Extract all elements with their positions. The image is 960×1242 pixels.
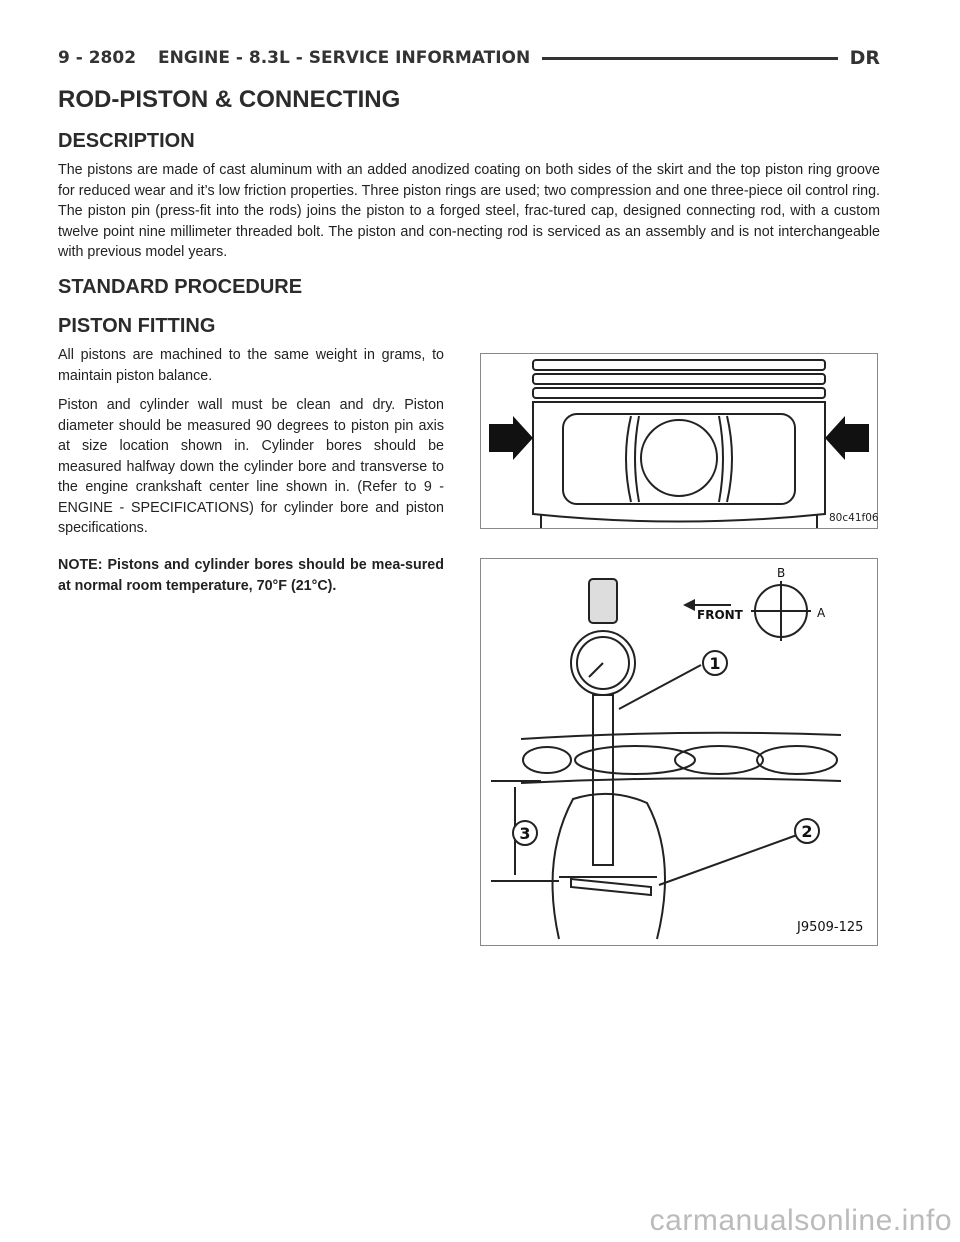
callout-1: 1 [709, 654, 721, 673]
piston-fitting-heading: PISTON FITTING [58, 315, 216, 337]
front-arrow-icon [683, 599, 695, 611]
axis-a-label: A [817, 606, 826, 620]
note-text: NOTE: Pistons and cylinder bores should be mea-sured at normal room temperature, 70°F (21°C). [58, 557, 444, 594]
fitting-paragraph-1: All pistons are machined to the same weight in grams, to maintain piston balance. [58, 347, 444, 384]
page-header [58, 44, 880, 72]
figure-code: J9509-125 [797, 920, 864, 935]
axis-b-label: B [777, 566, 786, 580]
piston-diagram [480, 353, 878, 529]
watermark: carmanualsonline.info [649, 1204, 952, 1237]
section-title: ENGINE - 8.3L - SERVICE INFORMATION [158, 48, 531, 68]
page-title: ROD-PISTON & CONNECTING [58, 86, 401, 113]
bore-gauge-diagram [480, 558, 878, 946]
description-text: The pistons are made of cast aluminum with an added anodized coating on both sides of the skirt and the top piston ring groove for reduced wear and it’s low friction properties. Three piston rings are used; two compression and one three-piece oil control ring. The piston pin (press-fit into the rods) joins the piston to a forged steel, frac-tured cap, designed connecting rod, with a custom twelve point nine millimeter threaded bolt. The piston and con-necting rod is serviced as an assembly and is not interchangeable with previous model years. [58, 162, 880, 260]
figure-code: 80c41f06 [829, 512, 879, 524]
callout-2: 2 [801, 822, 813, 841]
callout-3: 3 [519, 824, 531, 843]
page-number: 9 - 2802 [58, 48, 137, 68]
right-arrow-icon [825, 416, 869, 460]
left-arrow-icon [489, 416, 533, 460]
fitting-paragraph-2: Piston and cylinder wall must be clean and dry. Piston diameter should be measured 90 degrees to piston pin axis at size location shown in. Cylinder bores should be measured halfway down the cylinder bore and transverse to the engine crankshaft center line shown in. (Refer to 9 - ENGINE - SPECIFICATIONS) for cylinder bore and piston specifications. [58, 397, 444, 536]
description-heading: DESCRIPTION [58, 130, 195, 152]
standard-procedure-heading: STANDARD PROCEDURE [58, 276, 303, 298]
model-code: DR [849, 47, 880, 69]
front-label: FRONT [697, 608, 743, 622]
header-rule [542, 57, 837, 60]
